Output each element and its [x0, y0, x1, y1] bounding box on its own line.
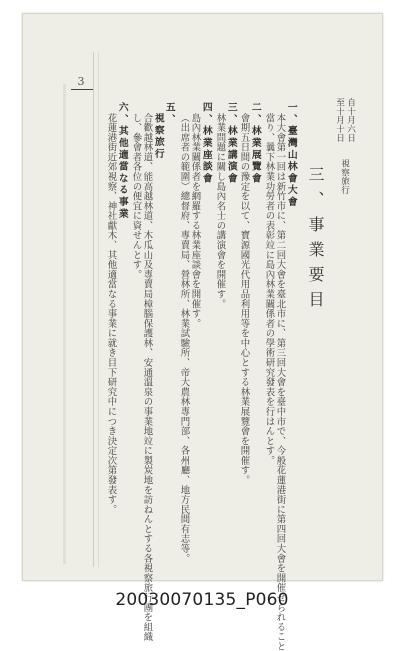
- heading-3: 三、林業講演會: [225, 102, 237, 185]
- page-number: 3: [77, 75, 85, 88]
- date-line-start: 自十月六日: [345, 98, 356, 142]
- text-line: 當り、曩下林業功勞者の表彰竝に島內林業關係者の學術研究發表を行はんとす。: [263, 113, 275, 466]
- text-line: 林業問題に關し島內名士の講演會を開催す。: [214, 113, 226, 309]
- heading-2: 二、林業展覽會: [249, 102, 261, 185]
- heading-5: 視察旅行: [152, 113, 164, 161]
- heading-6: 六、其他適當なる事業: [116, 102, 128, 220]
- text-line: 島內林業關係者を網羅する林業座談會を開催す。: [189, 113, 201, 329]
- binding-margin: [63, 84, 66, 564]
- heading-5-number: 五、: [163, 102, 175, 126]
- margin-rule: [98, 52, 99, 567]
- text-line: 花蓮港街近郊視察、神社獻木、其他適當なる事業に就き目下研究中につき決定次第發表す。: [105, 113, 117, 515]
- text-line: （出席者の範圍）總督府、專賣局、營林所、林業試驗所、帝大農林專門部、各州廳、地方民間有志等。: [178, 113, 190, 564]
- date-label: 視察旅行: [339, 159, 350, 195]
- date-line-end: 至十月十日: [334, 98, 345, 142]
- text-line: 會期五日間の豫定を以て、寶源國光代用品利用等を中心とする林業展覽會を開催す。: [238, 113, 250, 486]
- text-line: し、參會者各位の便宜に資せんとす。: [130, 113, 142, 280]
- text-line: 合歡越林道、能高越林道、木瓜山及專賣局樟腦保護林、安通溫泉の事業地竝に製炭地を訪ねんとする各視察旅行團を組織: [141, 113, 153, 642]
- heading-4: 四、林業座談會: [200, 102, 212, 185]
- image-caption: 20030070135_P060: [115, 590, 289, 610]
- margin-rule: [93, 52, 94, 567]
- page-number-underline: [71, 89, 93, 90]
- text-line: 本大會第一回は新竹市に、第二回大會を臺北市に、第三回大會を臺中市で、今般花蓮港街に第四回大會を開催せられること: [274, 113, 286, 651]
- heading-1: 一、臺灣山林會大會: [285, 102, 297, 209]
- section-title: 三、事業要目: [306, 166, 325, 316]
